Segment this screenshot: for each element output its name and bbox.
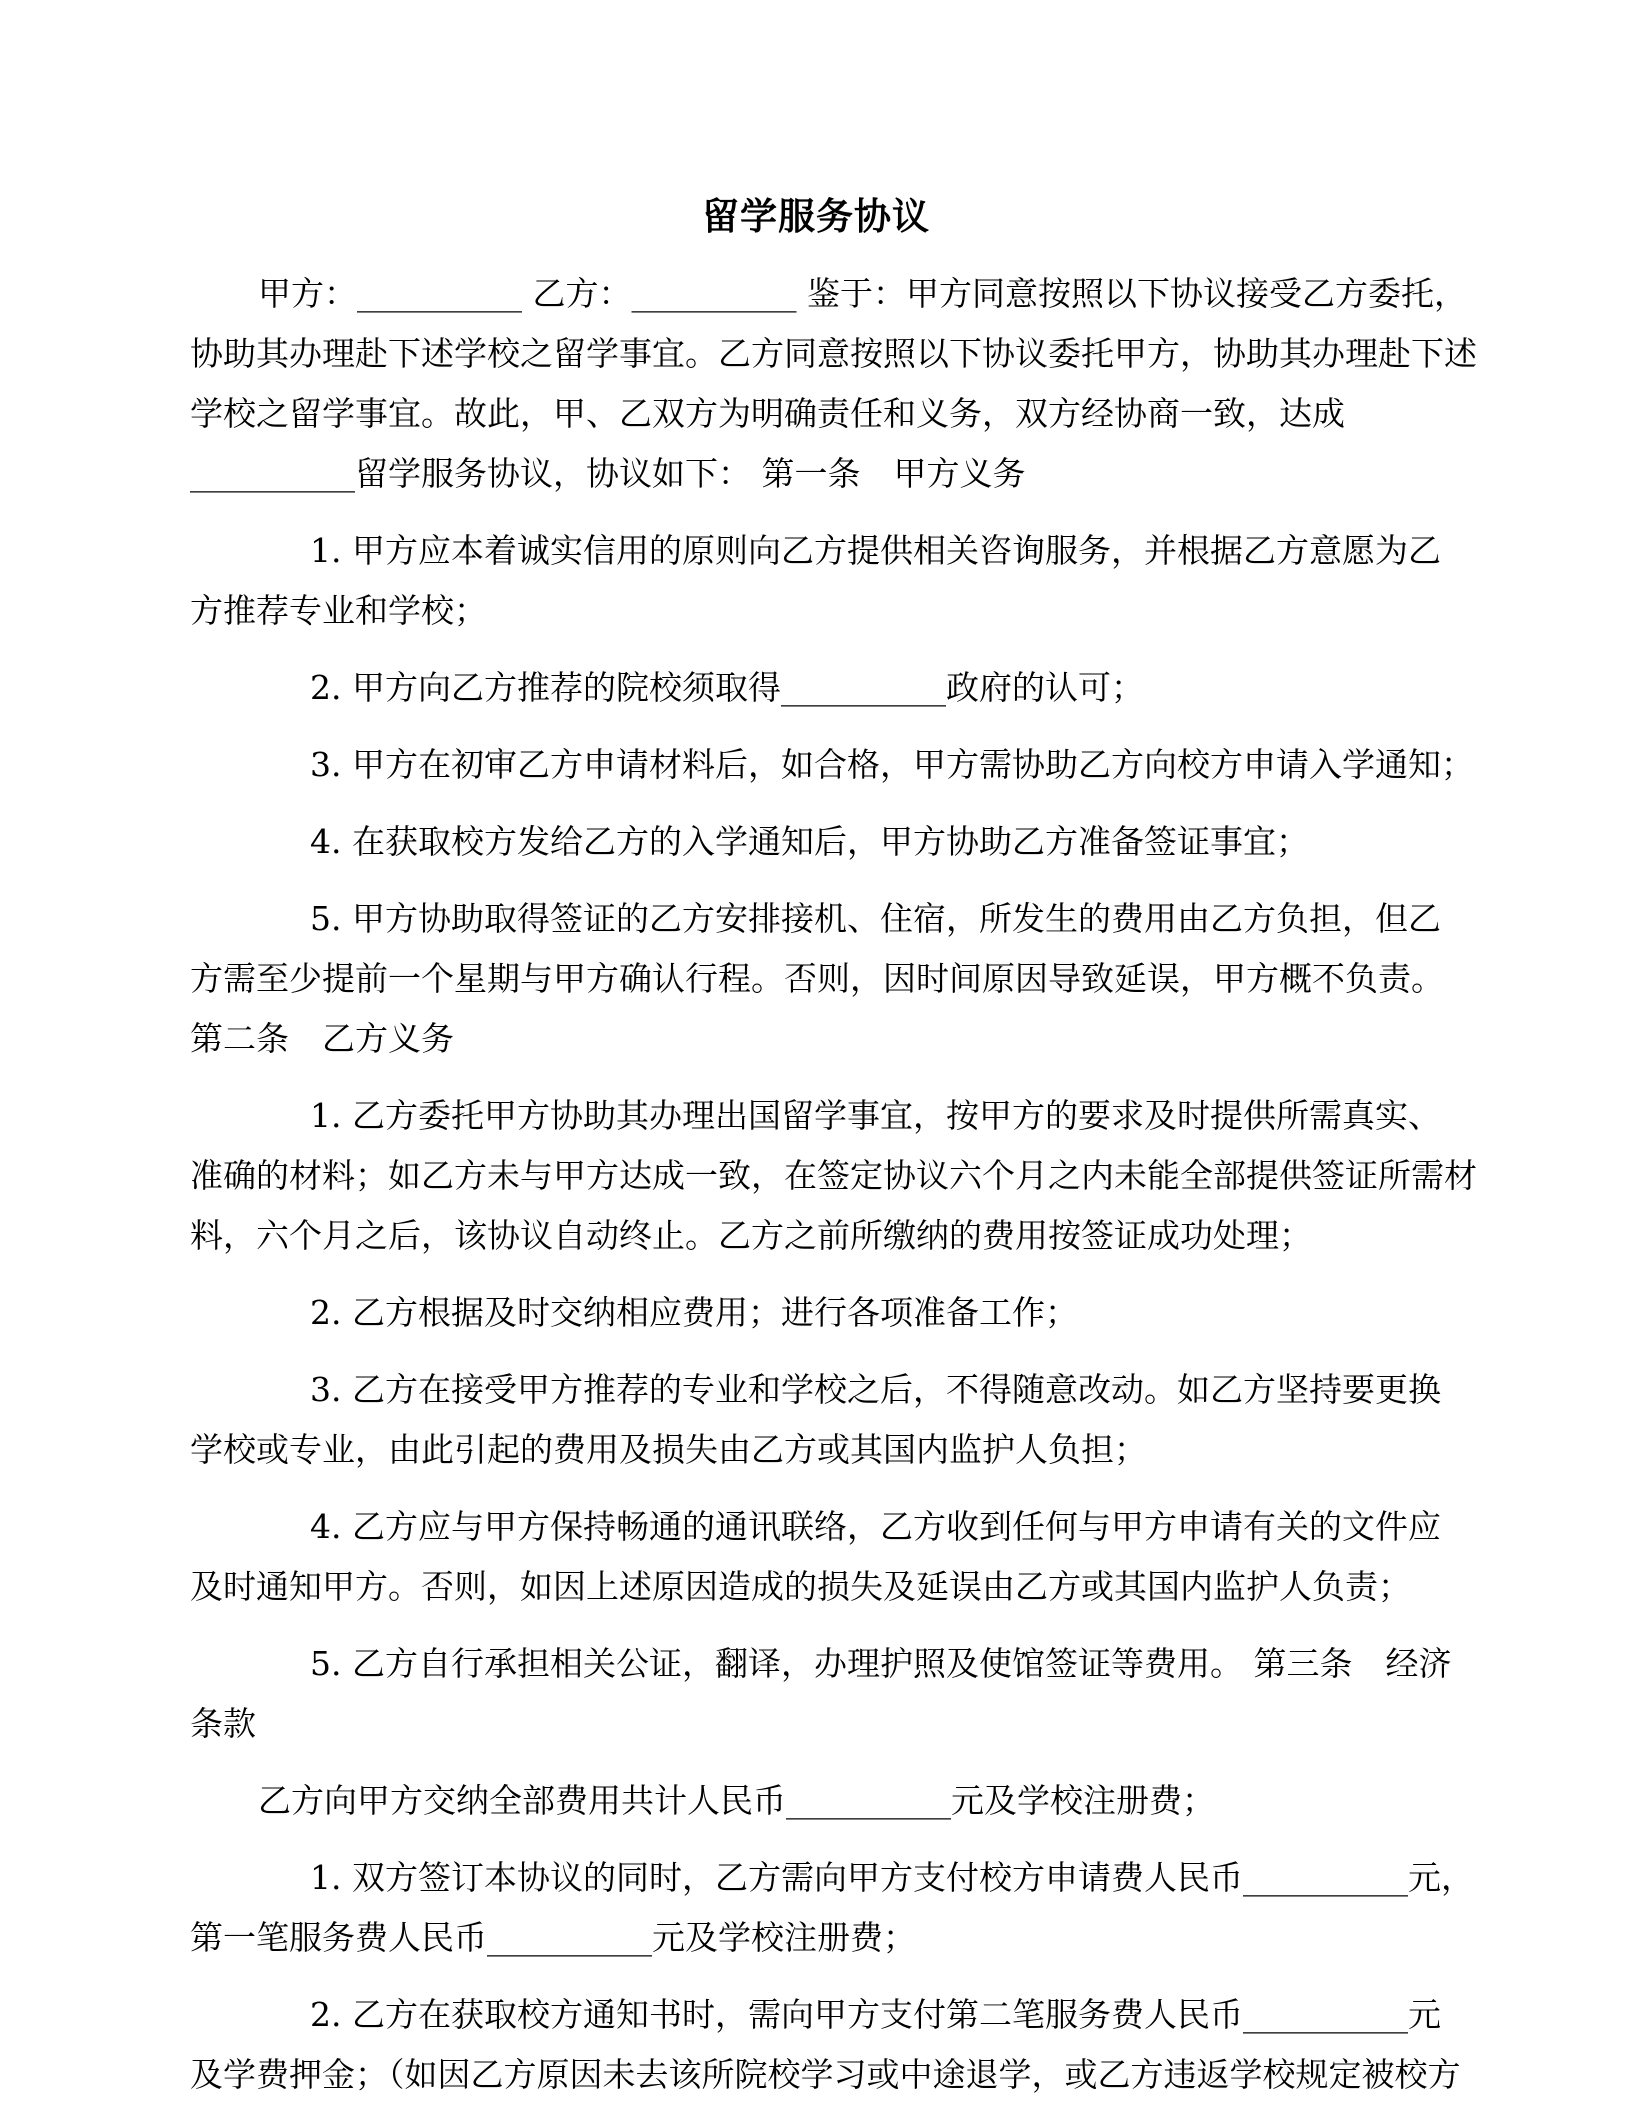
document-line-27: 及学费押金；（如因乙方原因未去该所院校学习或中途退学，或乙方违返学校规定被校方 xyxy=(190,2055,1461,2094)
document-line-18: 学校或专业，由此引起的费用及损失由乙方或其国内监护人负担； xyxy=(190,1430,1147,1469)
document-line-7: 2. 甲方向乙方推荐的院校须取得__________政府的认可； xyxy=(310,668,1144,707)
document-line-12: 第二条 乙方义务 xyxy=(190,1019,454,1058)
document-line-8: 3. 甲方在初审乙方申请材料后，如合格，甲方需协助乙方向校方申请入学通知； xyxy=(310,745,1474,784)
document-line-2: 协助其办理赴下述学校之留学事宜。乙方同意按照以下协议委托甲方，协助其办理赴下述 xyxy=(190,334,1477,373)
document-line-23: 乙方向甲方交纳全部费用共计人民币__________元及学校注册费； xyxy=(258,1781,1215,1820)
document-line-3: 学校之留学事宜。故此，甲、乙双方为明确责任和义务，双方经协商一致，达成 xyxy=(190,394,1345,433)
document-line-24: 1. 双方签订本协议的同时，乙方需向甲方支付校方申请费人民币__________元， xyxy=(310,1858,1474,1897)
document-line-9: 4. 在获取校方发给乙方的入学通知后，甲方协助乙方准备签证事宜； xyxy=(310,822,1309,861)
document-line-13: 1. 乙方委托甲方协助其办理出国留学事宜，按甲方的要求及时提供所需真实、 xyxy=(310,1096,1441,1135)
document-line-4: __________留学服务协议，协议如下： 第一条 甲方义务 xyxy=(190,454,1026,493)
document-body xyxy=(0,240,1632,2105)
document-line-22: 条款 xyxy=(190,1704,256,1743)
document-line-14: 准确的材料；如乙方未与甲方达成一致，在签定协议六个月之内未能全部提供签证所需材 xyxy=(190,1156,1477,1195)
document-line-25: 第一笔服务费人民币__________元及学校注册费； xyxy=(190,1918,916,1957)
document-line-17: 3. 乙方在接受甲方推荐的专业和学校之后，不得随意改动。如乙方坚持要更换 xyxy=(310,1370,1441,1409)
document-line-26: 2. 乙方在获取校方通知书时，需向甲方支付第二笔服务费人民币__________元 xyxy=(310,1995,1441,2034)
document-line-16: 2. 乙方根据及时交纳相应费用；进行各项准备工作； xyxy=(310,1293,1078,1332)
document-line-1: 甲方：__________ 乙方：__________ 鉴于：甲方同意按照以下协议接受乙方委托， xyxy=(258,274,1467,313)
document-line-10: 5. 甲方协助取得签证的乙方安排接机、住宿，所发生的费用由乙方负担，但乙 xyxy=(310,899,1441,938)
document-line-11: 方需至少提前一个星期与甲方确认行程。否则，因时间原因导致延误，甲方概不负责。 xyxy=(190,959,1444,998)
document-line-5: 1. 甲方应本着诚实信用的原则向乙方提供相关咨询服务，并根据乙方意愿为乙 xyxy=(310,531,1441,570)
document-line-20: 及时通知甲方。否则，如因上述原因造成的损失及延误由乙方或其国内监护人负责； xyxy=(190,1567,1411,1606)
document-title: 留学服务协议 xyxy=(702,195,930,238)
document-line-15: 料，六个月之后，该协议自动终止。乙方之前所缴纳的费用按签证成功处理； xyxy=(190,1216,1312,1255)
document-line-6: 方推荐专业和学校； xyxy=(190,591,487,630)
document-line-19: 4. 乙方应与甲方保持畅通的通讯联络，乙方收到任何与甲方申请有关的文件应 xyxy=(310,1507,1441,1546)
document-line-21: 5. 乙方自行承担相关公证，翻译，办理护照及使馆签证等费用。 第三条 经济 xyxy=(310,1644,1452,1683)
